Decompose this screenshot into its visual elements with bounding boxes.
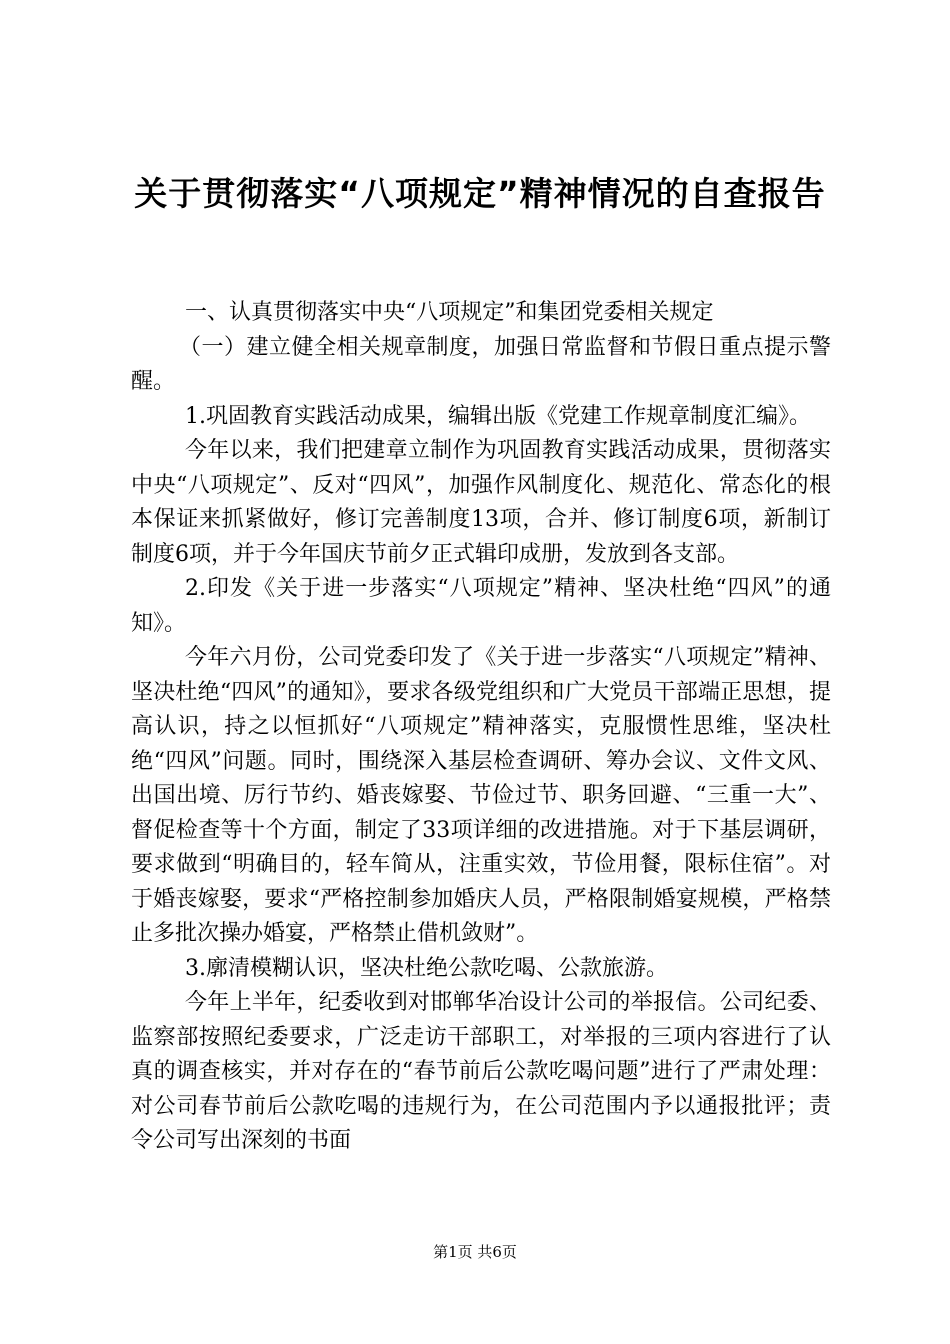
body-paragraph: 今年以来，我们把建章立制作为巩固教育实践活动成果，贯彻落实中央“八项规定”、反对“四风”，加强作风制度化、规范化、常态化的根本保证来抓紧做好，修订完善制度13项，合并、修订制度6项，新制订制度6项，并于今年国庆节前夕正式辑印成册，发放到各支部。 [131,438,831,567]
subsection-heading: （一）建立健全相关规章制度，加强日常监督和节假日重点提示警醒。 [131,334,831,394]
section-heading: 一、认真贯彻落实中央“八项规定”和集团党委相关规定 [185,300,714,325]
page-indicator: 第1页 共6页 [433,1243,517,1261]
page-footer [0,1242,950,1262]
item-heading: 2.印发《关于进一步落实“八项规定”精神、坚决杜绝“四风”的通知》。 [131,576,831,636]
body-paragraph: 今年上半年，纪委收到对邯郸华冶设计公司的举报信。公司纪委、监察部按照纪委要求，广泛走访干部职工，对举报的三项内容进行了认真的调查核实，并对存在的“春节前后公款吃喝问题”进行了严肃处理：对公司春节前后公款吃喝的违规行为，在公司范围内予以通报批评；责令公司写出深刻的书面 [131,990,831,1153]
item-heading: 3.廓清模糊认识，坚决杜绝公款吃喝、公款旅游。 [185,955,668,981]
item-heading: 1.巩固教育实践活动成果，编辑出版《党建工作规章制度汇编》。 [185,403,811,429]
document-title: 关于贯彻落实“八项规定”精神情况的自查报告 [134,174,826,213]
body-paragraph: 今年六月份，公司党委印发了《关于进一步落实“八项规定”精神、坚决杜绝“四风”的通知》，要求各级党组织和广大党员干部端正思想，提高认识，持之以恒抓好“八项规定”精神落实，克服惯性思维，坚决杜绝“四风”问题。同时，围绕深入基层检查调研、筹办会议、文件文风、出国出境、厉行节约、婚丧嫁娶、节俭过节、职务回避、“三重一大”、督促检查等十个方面，制定了33项详细的改进措施。对于下基层调研，要求做到“明确目的，轻车简从，注重实效，节俭用餐，限标住宿”。对于婚丧嫁娶，要求“严格控制参加婚庆人员，严格限制婚宴规模，严格禁止多批次操办婚宴，严格禁止借机敛财”。 [131,645,831,946]
document-body [131,296,831,1159]
